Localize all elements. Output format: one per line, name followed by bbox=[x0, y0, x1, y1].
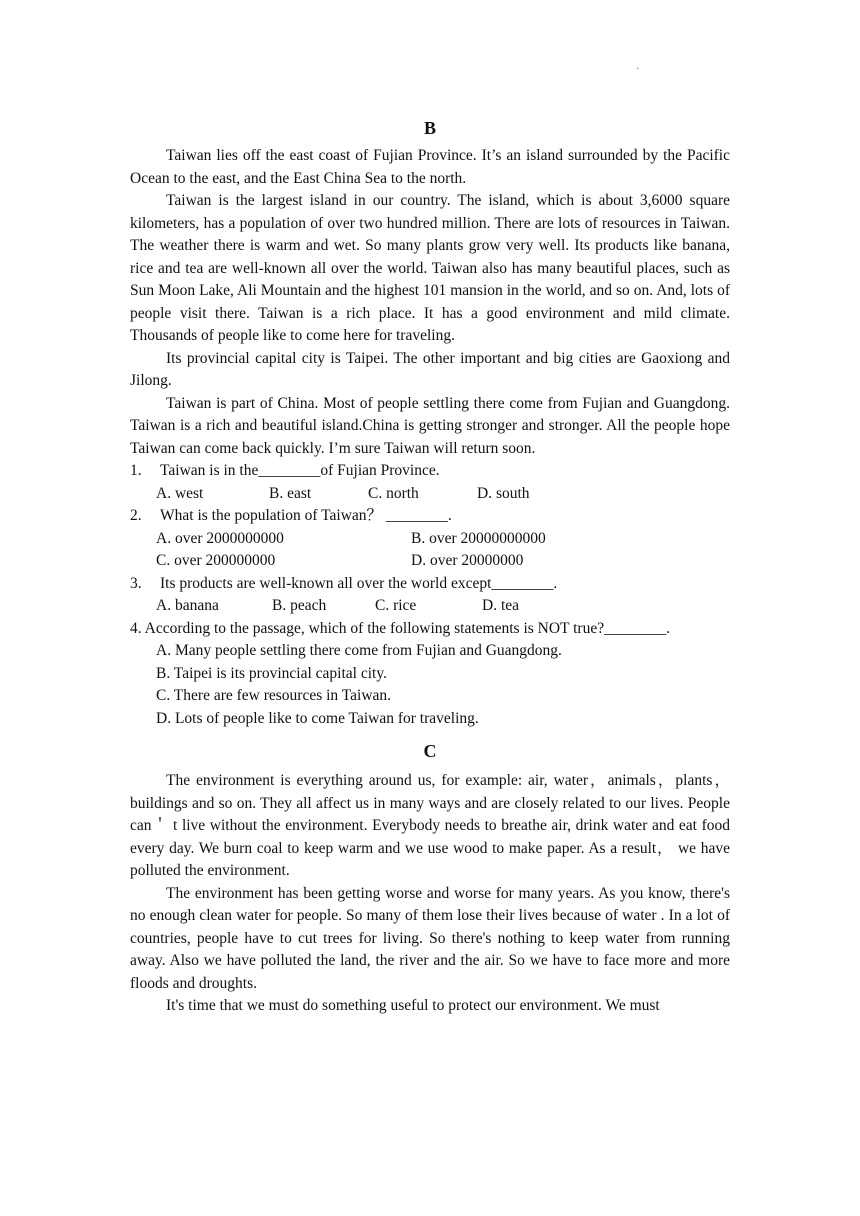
question-text: According to the passage, which of the following statements is NOT true?________. bbox=[144, 619, 670, 637]
question-text: Taiwan is in the________of Fujian Province. bbox=[160, 462, 440, 479]
section-b-heading: B bbox=[423, 118, 436, 138]
option-d: D. Lots of people like to come Taiwan for traveling. bbox=[156, 709, 479, 727]
question-2-options-row2 bbox=[130, 550, 730, 573]
option-b: B. Taipei is its provincial capital city. bbox=[156, 664, 387, 682]
question-number: 1. bbox=[130, 462, 142, 479]
document-content bbox=[130, 115, 730, 1018]
section-b-paragraph: Taiwan lies off the east coast of Fujian Province. It’s an island surrounded by the Pacific Ocean to the east, and the East China Sea to the north. bbox=[130, 147, 730, 187]
question-2 bbox=[130, 505, 730, 528]
option-c: C. There are few resources in Taiwan. bbox=[156, 687, 392, 704]
section-c-paragraph: It's time that we must do something useful to protect our environment. We must bbox=[166, 997, 660, 1014]
section-b-paragraph: Taiwan is part of China. Most of people settling there come from Fujian and Guangdong. Taiwan is a rich and beautiful island.China is getting stronger and stronger. All the people hope Taiwan can come back quickly. I’m sure Taiwan will return soon. bbox=[130, 394, 730, 457]
question-1-options bbox=[130, 483, 730, 506]
question-number: 4. bbox=[130, 619, 142, 637]
option-c: C. over 200000000 bbox=[156, 552, 276, 569]
question-3 bbox=[130, 573, 730, 596]
option-c: C. rice bbox=[375, 597, 417, 614]
option-a: A. over 2000000000 bbox=[156, 529, 284, 547]
header-mark: · bbox=[636, 64, 640, 75]
question-number: 3. bbox=[130, 574, 142, 592]
question-text: Its products are well-known all over the world except________. bbox=[160, 574, 558, 592]
section-c-heading: C bbox=[423, 741, 437, 761]
option-d: D. over 20000000 bbox=[411, 552, 524, 569]
option-b: B. east bbox=[269, 484, 312, 502]
question-2-options-row1 bbox=[130, 528, 730, 551]
question-number: 2. bbox=[130, 507, 142, 524]
question-3-options bbox=[130, 595, 730, 618]
option-d: D. tea bbox=[482, 597, 520, 614]
question-1 bbox=[130, 460, 730, 483]
section-b-paragraph: Taiwan is the largest island in our country. The island, which is about 3,6000 square kilometers, has a population of over two hundred million. There are lots of resources in Taiwan. The weather there is warm and wet. So many plants grow very well. Its products like banana, rice and tea are well-known all over the world. Taiwan also has many beautiful places, such as Sun Moon Lake, Ali Mountain and the highest 101 mansion in the world, and so on. And, lots of people visit there. Taiwan is a rich place. It has a good environment and mild climate. Thousands of people like to come here for traveling. bbox=[130, 192, 730, 344]
section-c-paragraph: The environment is everything around us, for example: air, water，animals，plants，buildings and so on. They all affect us in many ways and are closely related to our lives. People can＇ t live without the environment. Everybody needs to breathe air, drink water and eat food every day. We burn coal to keep warm and we use wood to make paper. As a result， we have polluted the environment. bbox=[130, 772, 730, 879]
section-b-paragraph: Its provincial capital city is Taipei. The other important and big cities are Gaoxiong and Jilong. bbox=[130, 349, 730, 389]
option-a: A. banana bbox=[156, 597, 219, 614]
option-b: B. peach bbox=[272, 597, 327, 614]
question-4 bbox=[130, 618, 730, 641]
option-c: C. north bbox=[368, 484, 419, 502]
option-b: B. over 20000000000 bbox=[411, 529, 546, 547]
option-a: A. Many people settling there come from Fujian and Guangdong. bbox=[156, 642, 562, 659]
question-text: What is the population of Taiwan？ ________. bbox=[160, 507, 452, 524]
option-d: D. south bbox=[477, 484, 530, 502]
section-c-paragraph: The environment has been getting worse and worse for many years. As you know, there's no enough clean water for people. So many of them lose their lives because of water . In a lot of countries, people have to cut trees for living. So there's nothing to keep water from running away. Also we have polluted the land, the river and the air. So we have to face more and more floods and droughts. bbox=[130, 884, 730, 992]
option-a: A. west bbox=[156, 484, 204, 502]
